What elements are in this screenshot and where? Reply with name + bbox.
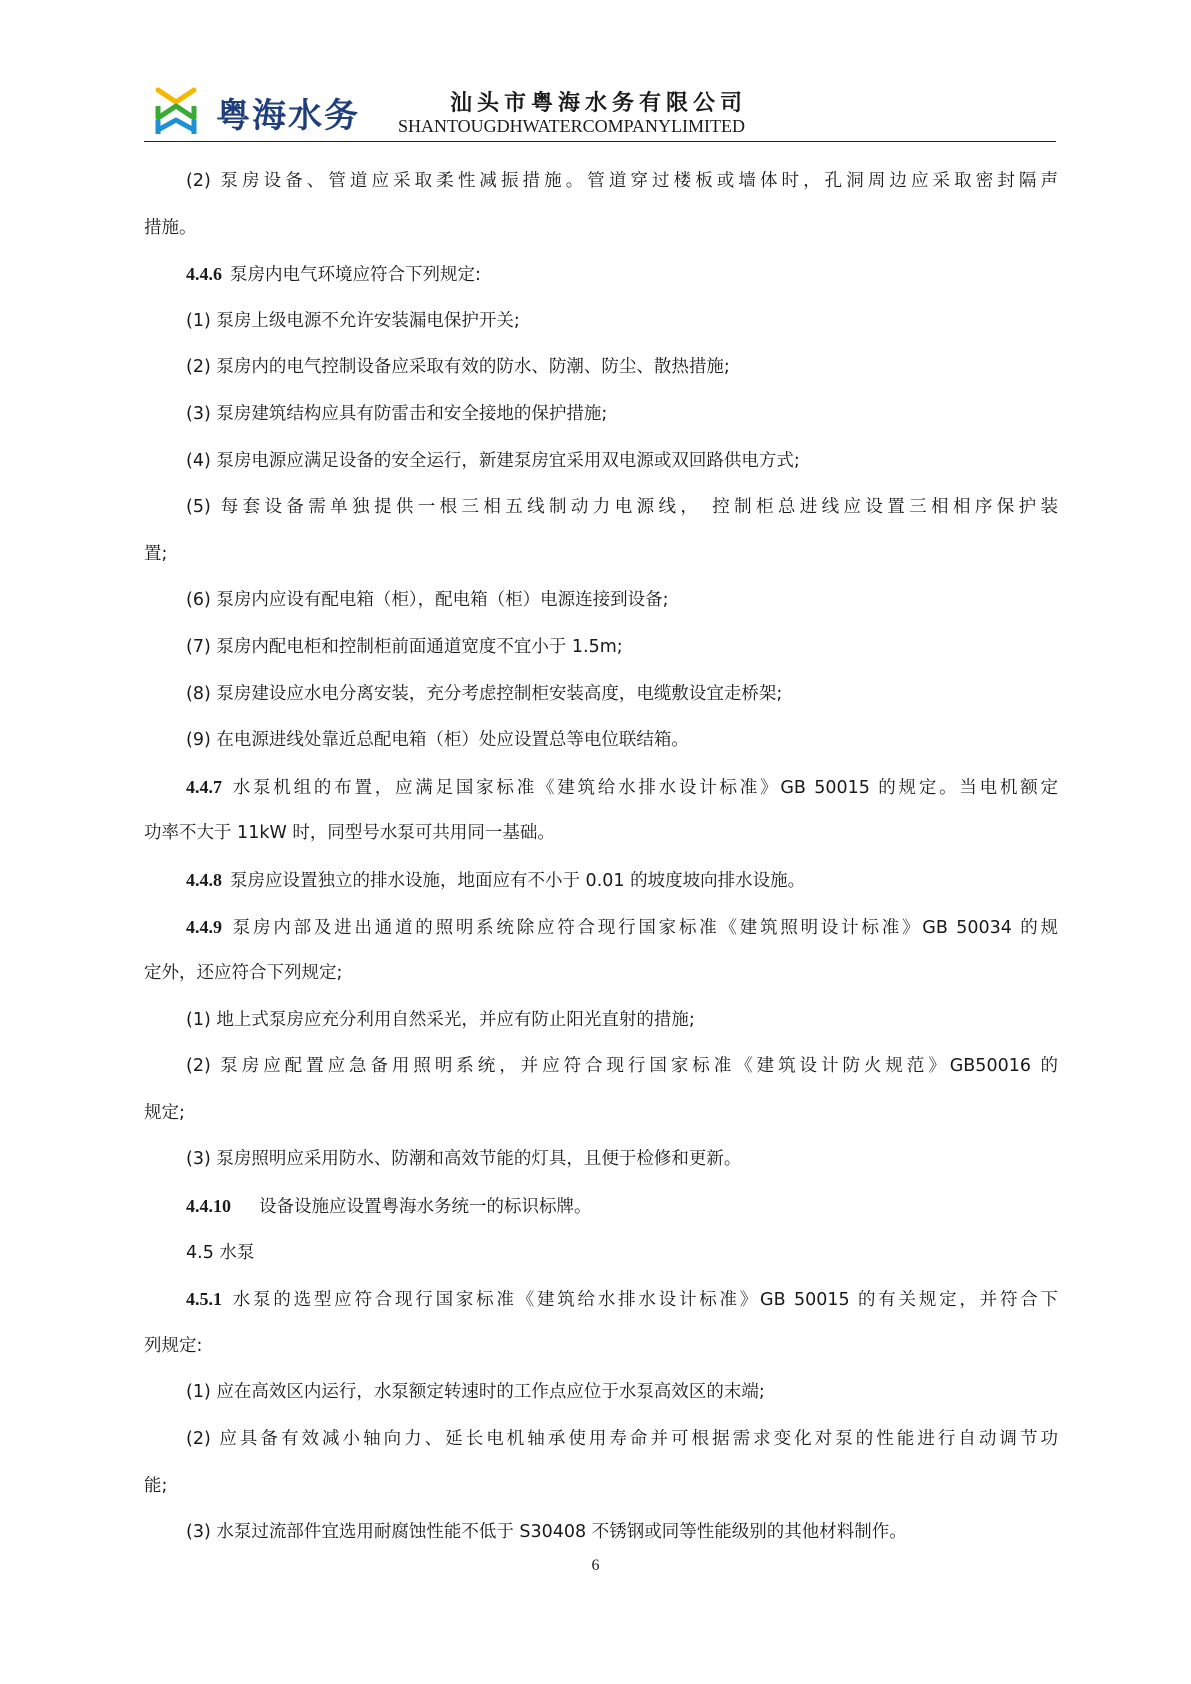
list-item: (5) 每套设备需单独提供一根三相五线制动力电源线， 控制柜总进线应设置三相相序保护装 bbox=[186, 497, 1058, 518]
list-item: (2) 应具备有效减小轴向力、延长电机轴承使用寿命并可根据需求变化对泵的性能进行自动调节功 bbox=[186, 1429, 1058, 1450]
clause-number: 4.4.8 bbox=[186, 869, 222, 890]
paragraph-line: 规定; bbox=[144, 1102, 185, 1123]
document-body bbox=[144, 158, 1058, 1556]
list-item: (8) 泵房建设应水电分离安装，充分考虑控制柜安装高度，电缆敷设宜走桥架; bbox=[186, 683, 783, 704]
clause-number: 4.4.7 bbox=[186, 776, 222, 797]
clause-line: 4.4.10 设备设施应设置粤海水务统一的标识标牌。 bbox=[186, 1196, 592, 1218]
list-item: (7) 泵房内配电柜和控制柜前面通道宽度不宜小于 1.5m; bbox=[186, 636, 623, 657]
clause-number: 4.5.1 bbox=[186, 1289, 222, 1310]
clause-number: 4.4.9 bbox=[186, 916, 222, 937]
paragraph-line: 能; bbox=[144, 1475, 168, 1496]
paragraph-line: 置; bbox=[144, 543, 168, 564]
company-name-chinese: 汕头市粤海水务有限公司 bbox=[450, 91, 748, 116]
page-header bbox=[144, 76, 1056, 142]
logo-wordmark: 粤海水务 bbox=[216, 96, 360, 136]
section-heading: 4.5 水泵 bbox=[186, 1242, 255, 1263]
paragraph-line: 措施。 bbox=[144, 217, 197, 238]
company-logo-icon bbox=[154, 84, 198, 138]
list-item: (3) 泵房建筑结构应具有防雷击和安全接地的保护措施; bbox=[186, 403, 608, 424]
list-item: (3) 水泵过流部件宜选用耐腐蚀性能不低于 S30408 不锈钢或同等性能级别的其他材料制作。 bbox=[186, 1522, 907, 1543]
clause-number: 4.4.6 bbox=[186, 264, 222, 285]
clause-line: 4.4.6 泵房内电气环境应符合下列规定: bbox=[186, 264, 481, 286]
list-item: (9) 在电源进线处靠近总配电箱（柜）处应设置总等电位联结箱。 bbox=[186, 730, 689, 751]
clause-number: 4.4.10 bbox=[186, 1196, 231, 1217]
list-item: (2) 泵房应配置应急备用照明系统，并应符合现行国家标准《建筑设计防火规范》GB50016 的 bbox=[186, 1056, 1058, 1077]
list-item: (1) 应在高效区内运行，水泵额定转速时的工作点应位于水泵高效区的末端; bbox=[186, 1382, 765, 1403]
list-item: (1) 地上式泵房应充分利用自然采光，并应有防止阳光直射的措施; bbox=[186, 1009, 695, 1030]
paragraph-line: (2) 泵房设备、管道应采取柔性减振措施。管道穿过楼板或墙体时，孔洞周边应采取密封隔声 bbox=[186, 171, 1058, 191]
list-item: (4) 泵房电源应满足设备的安全运行，新建泵房宜采用双电源或双回路供电方式; bbox=[186, 450, 800, 471]
paragraph-line: 定外，还应符合下列规定; bbox=[144, 963, 343, 984]
list-item: (6) 泵房内应设有配电箱（柜），配电箱（柜）电源连接到设备; bbox=[186, 590, 669, 611]
company-name-english: SHANTOUGDHWATERCOMPANYLIMITED bbox=[398, 116, 746, 136]
paragraph-line: 功率不大于 11kW 时，同型号水泵可共用同一基础。 bbox=[144, 823, 555, 844]
page-number: 6 bbox=[591, 1557, 600, 1574]
clause-line: 4.4.9 泵房内部及进出通道的照明系统除应符合现行国家标准《建筑照明设计标准》GB 50034 的规 bbox=[186, 916, 1058, 938]
clause-line: 4.4.7 水泵机组的布置，应满足国家标准《建筑给水排水设计标准》GB 50015 的规定。当电机额定 bbox=[186, 776, 1058, 798]
list-item: (2) 泵房内的电气控制设备应采取有效的防水、防潮、防尘、散热措施; bbox=[186, 357, 730, 378]
header-divider bbox=[144, 141, 1056, 142]
list-item: (3) 泵房照明应采用防水、防潮和高效节能的灯具，且便于检修和更新。 bbox=[186, 1149, 742, 1170]
paragraph-line: 列规定: bbox=[144, 1335, 203, 1356]
clause-line: 4.4.8 泵房应设置独立的排水设施，地面应有不小于 0.01 的坡度坡向排水设施。 bbox=[186, 869, 806, 891]
clause-line: 4.5.1 水泵的选型应符合现行国家标准《建筑给水排水设计标准》GB 50015 的有关规定，并符合下 bbox=[186, 1289, 1058, 1311]
list-item: (1) 泵房上级电源不允许安装漏电保护开关; bbox=[186, 310, 520, 331]
